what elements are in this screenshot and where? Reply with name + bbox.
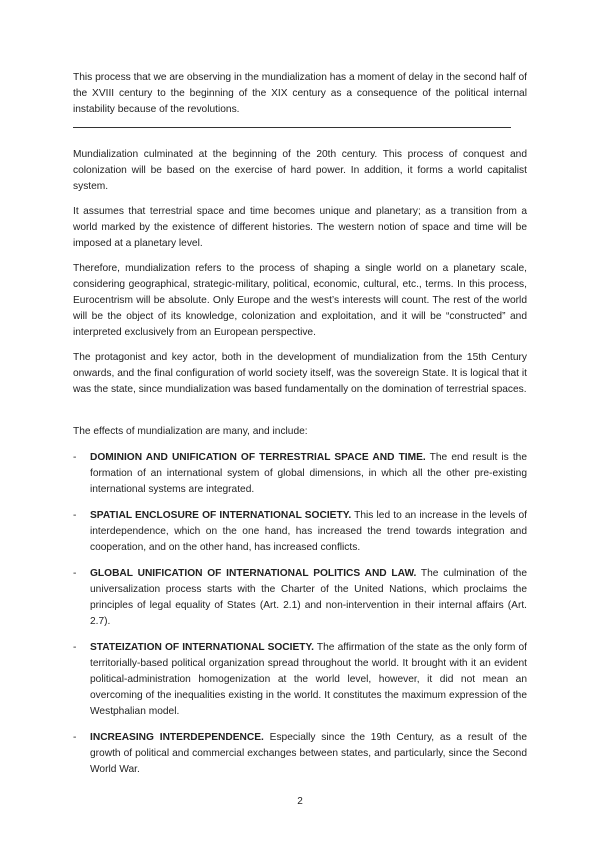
- effect-text: This led to an increase in the levels of interdependence, which on the one hand, has increased the trend towards integration and cooperation, and on the other hand, has increased conflicts.: [90, 510, 527, 553]
- list-dash: -: [73, 510, 77, 521]
- paragraph: The protagonist and key actor, both in the development of mundialization from the 15th Century onwards, and the final configuration of world society itself, was the sovereign State. It is logical that it was the state, since mundialization was based fundamentally on the domination of terrestrial spaces.: [73, 352, 527, 395]
- paragraph: Mundialization culminated at the beginning of the 20th century. This process of conquest and colonization will be based on the exercise of hard power. In addition, it forms a world capitalist system.: [73, 149, 527, 192]
- effect-title: GLOBAL UNIFICATION OF INTERNATIONAL POLITICS AND LAW.: [90, 568, 417, 579]
- list-dash: -: [73, 568, 77, 579]
- list-dash: -: [73, 642, 77, 653]
- effect-title: DOMINION AND UNIFICATION OF TERRESTRIAL SPACE AND TIME.: [90, 452, 426, 463]
- paragraph: Therefore, mundialization refers to the process of shaping a single world on a planetary scale, considering geographical, strategic-military, political, economic, cultural, etc., terms. In this process, Eurocentrism will be absolute. Only Europe and the west’s interests will count. The rest of the world will be the object of its knowledge, colonization and exploitation, and it will be “constructed” and interpreted exclusively from an European perspective.: [73, 263, 527, 338]
- paragraph: It assumes that terrestrial space and time becomes unique and planetary; as a transition from a world marked by the existence of different histories. The western notion of space and time will be imposed at a planetary level.: [73, 206, 527, 249]
- effect-title: SPATIAL ENCLOSURE OF INTERNATIONAL SOCIETY.: [90, 510, 352, 521]
- effect-text: Especially since the 19th Century, as a result of the growth of political and commercial exchanges between states, and particularly, since the Second World War.: [90, 732, 527, 775]
- effect-title: STATEIZATION OF INTERNATIONAL SOCIETY.: [90, 642, 314, 653]
- effect-text: The end result is the formation of an international system of global dimensions, in which all the other pre-existing international systems are integrated.: [90, 452, 528, 495]
- intro-paragraph: This process that we are observing in the mundialization has a moment of delay in the second half of the XVIII century to the beginning of the XIX century as a consequence of the political internal instability because of the revolutions.: [73, 72, 527, 115]
- effect-title: INCREASING INTERDEPENDENCE.: [90, 732, 264, 743]
- effect-text: The culmination of the universalization process starts with the Charter of the United Nations, which proclaims the principles of legal equality of States (Art. 2.1) and non-intervention in their internal affairs (Art. 2.7).: [90, 568, 527, 627]
- effect-text: The affirmation of the state as the only form of territorially-based political organization spread throughout the world. It brought with it an evident political-administration homogenization at the world level, however, it did not mean an overcoming of the inequalities existing in the world. It constitutes the maximum expression of the Westphalian model.: [90, 642, 527, 717]
- page-number: 2: [297, 796, 303, 807]
- list-dash: -: [73, 732, 77, 743]
- paragraph: The effects of mundialization are many, and include:: [73, 426, 308, 437]
- list-dash: -: [73, 452, 77, 463]
- horizontal-rule: [73, 127, 511, 128]
